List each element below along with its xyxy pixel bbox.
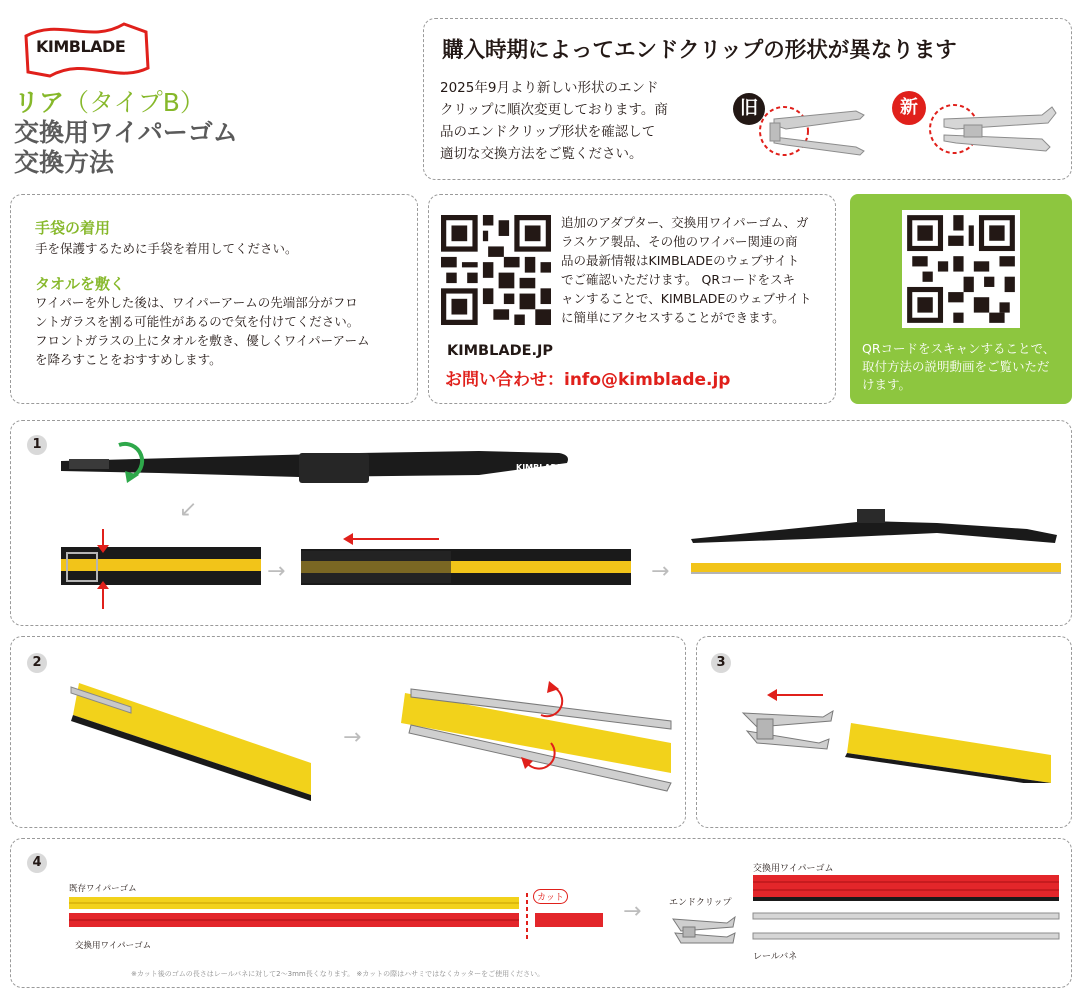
title-rear: リア xyxy=(14,88,65,117)
replacement-rubber-label-right: 交換用ワイパーゴム xyxy=(753,864,834,874)
wiper-blade-image xyxy=(59,431,579,499)
step-3-panel xyxy=(696,636,1072,828)
contact-email[interactable]: お問い合わせ：info@kimblade.jp xyxy=(445,370,731,390)
cut-label: カット xyxy=(533,889,568,904)
website-info-text: 追加のアダプター、交換用ワイパーゴム、ガ ラスケア製品、その他のワイパー関連の商 品の最新情報はKIMBLADEのウェブサイト でご確認いただけます。 QRコードをスキ ャンすることで、KIMBLADEのウェブサイト に簡単にアクセスすることができます。 xyxy=(561,215,812,325)
endclip-label: エンドクリップ xyxy=(669,898,732,908)
step-4-number: 4 xyxy=(27,853,47,873)
title-line2: 交換用ワイパーゴム xyxy=(14,118,238,147)
endclip-notice xyxy=(423,18,1072,180)
rubber-rail-image-1 xyxy=(61,673,321,803)
existing-rubber-label: 既存ワイパーゴム xyxy=(69,884,137,894)
step-2-number: 2 xyxy=(27,653,47,673)
next-arrow-icon-1: → xyxy=(267,559,286,584)
step-1-panel xyxy=(10,420,1072,626)
blade-logo-text: KIMBLADE xyxy=(516,463,563,472)
blade-separated-image xyxy=(687,499,1067,585)
endclip-image xyxy=(671,909,741,949)
step-2-panel xyxy=(10,636,686,828)
next-arrow-icon-3: → xyxy=(343,725,362,750)
towel-title: タオルを敷く xyxy=(35,275,126,293)
next-arrow-icon-4: → xyxy=(623,899,642,924)
replacement-assembly-image xyxy=(751,873,1061,943)
down-arrow-icon: ↙ xyxy=(179,497,198,522)
old-badge: 旧 xyxy=(733,93,765,125)
towel-text: ワイパーを外した後は、ワイパーアームの先端部分がフロ ントガラスを割る可能性があるので気を付けてください。 フロントガラスの上にタオルを敷き、優しくワイパーアーム を降ろすことをおすすめします。 xyxy=(35,295,370,367)
old-endclip-image xyxy=(756,89,871,169)
replacement-rubber-label: 交換用ワイパーゴム xyxy=(75,941,152,951)
new-endclip-image xyxy=(924,95,1059,171)
title-type: （タイプB） xyxy=(64,88,205,117)
notice-body: 2025年9月より新しい形状のエンド クリップに順次変更しております。商 品のエンドクリップ形状を確認して 適切な交換方法をご覧ください。 xyxy=(440,80,668,162)
notice-title: 購入時期によってエンドクリップの形状が異なります xyxy=(442,38,957,63)
video-info-text: QRコードをスキャンすることで、 取付方法の説明動画をご覧いただ けます。 xyxy=(862,341,1056,392)
website-qr-code[interactable] xyxy=(441,215,551,325)
rail-spring-label: レールバネ xyxy=(753,952,798,962)
website-link[interactable]: KIMBLADE.JP xyxy=(447,343,554,359)
next-arrow-icon-2: → xyxy=(651,559,670,584)
blade-end-closeup-2 xyxy=(299,529,633,609)
kimblade-logo xyxy=(20,14,155,80)
video-qr-code[interactable] xyxy=(902,210,1020,328)
gloves-title: 手袋の着用 xyxy=(35,219,111,237)
blade-end-closeup-1 xyxy=(59,529,263,609)
website-info-box xyxy=(428,194,836,404)
gloves-text: 手を保護するために手袋を着用してください。 xyxy=(35,241,298,256)
title-line3: 交換方法 xyxy=(14,148,115,177)
endclip-removal-image xyxy=(733,683,1063,783)
logo-text: KIMBLADE xyxy=(36,37,126,56)
step-1-number: 1 xyxy=(27,435,47,455)
rubber-rail-image-2 xyxy=(391,673,681,803)
step-4-footnote: ※カット後のゴムの長さはレールバネに対して2〜3mm長くなります。 ※カットの際はハサミではなくカッターをご使用ください。 xyxy=(131,970,545,978)
step-3-number: 3 xyxy=(711,653,731,673)
new-badge: 新 xyxy=(892,91,926,125)
video-qr-box xyxy=(850,194,1072,404)
step-4-panel xyxy=(10,838,1072,988)
preparation-box xyxy=(10,194,418,404)
rubber-comparison-image xyxy=(67,893,607,939)
page-title xyxy=(14,88,294,178)
